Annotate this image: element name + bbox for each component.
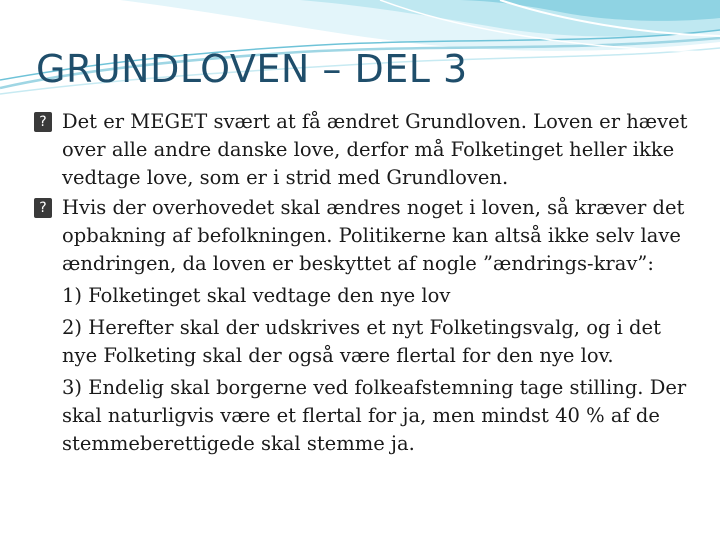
slide-title: GRUNDLOVEN – DEL 3	[36, 47, 468, 91]
bullet-marker-icon	[34, 198, 52, 218]
bullet-text: Det er MEGET svært at få ændret Grundloven. Loven er hævet over alle andre danske love, derfor må Folketinget heller ikke vedtage love, som er i strid med Grundloven.	[62, 110, 688, 189]
bullet-text: Hvis der overhovedet skal ændres noget i loven, så kræver det opbakning af befolkningen. Politikerne kan altså ikke selv lave ændringen, da loven er beskyttet af nogle ”ændrings-krav”:	[62, 196, 685, 275]
slide-body	[34, 108, 694, 458]
step-item: 1) Folketinget skal vedtage den nye lov	[62, 284, 451, 307]
step-item: 2) Herefter skal der udskrives et nyt Folketingsvalg, og i det nye Folketing skal der også være flertal for den nye lov.	[62, 316, 661, 367]
bullet-item	[34, 108, 694, 192]
bullet-marker-icon	[34, 112, 52, 132]
step-item: 3) Endelig skal borgerne ved folkeafstemning tage stilling. Der skal naturligvis være et flertal for ja, men mindst 40 % af de stemmeberettigede skal stemme ja.	[62, 376, 687, 455]
bullet-item	[34, 194, 694, 278]
